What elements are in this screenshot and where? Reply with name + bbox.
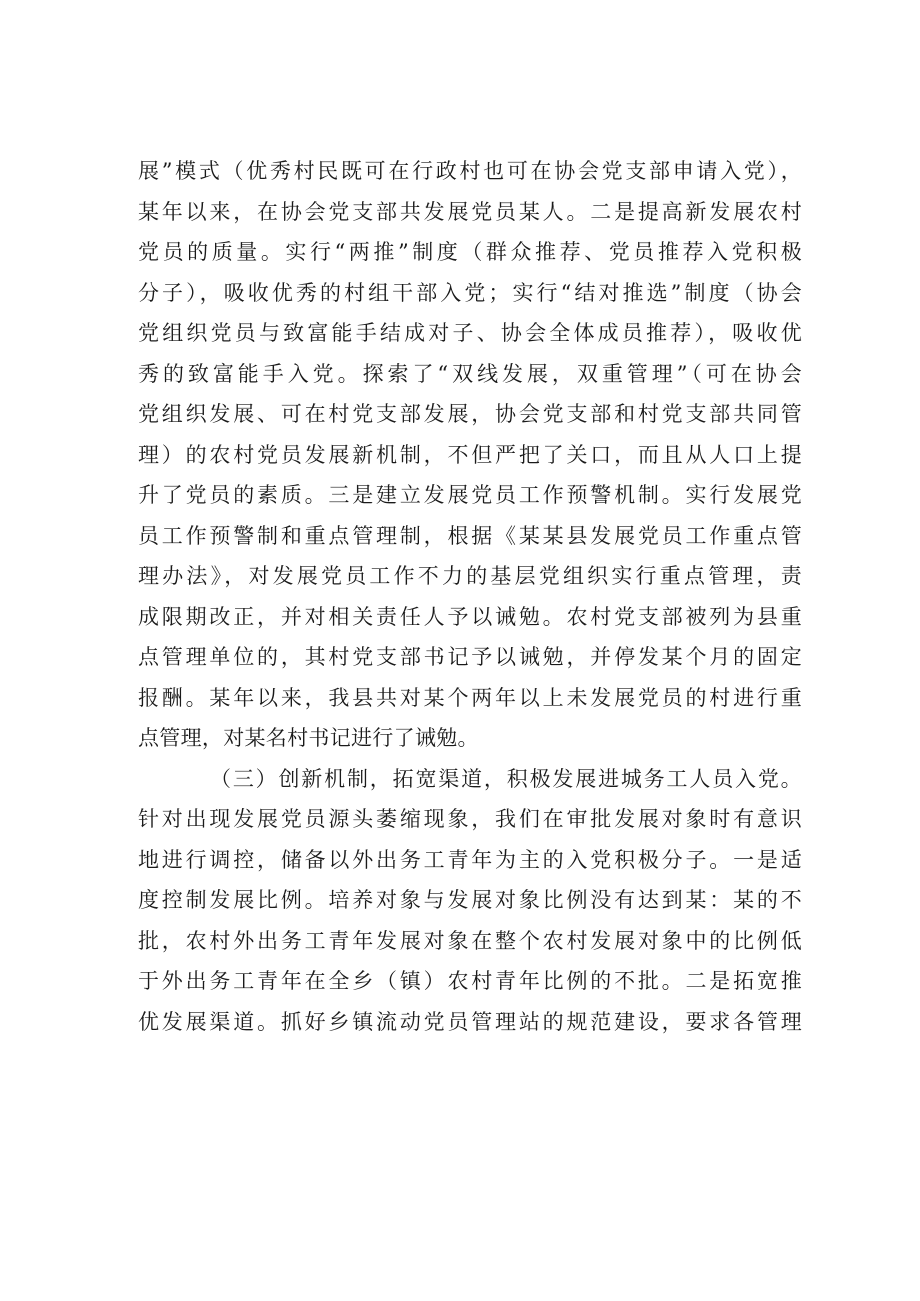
text-line: 展”模式（优秀村民既可在行政村也可在协会党支部申请入党）， — [138, 159, 802, 183]
paragraph-end-line: 点管理，对某名村书记进行了诫勉。 — [138, 726, 479, 750]
text-line: 党组织发展、可在村党支部发展，协会党支部和村党支部共同管 — [138, 402, 802, 426]
text-line: 度控制发展比例。培养对象与发展对象比例没有达到某：某的不 — [138, 888, 802, 912]
text-line: 批，农村外出务工青年发展对象在整个农村发展对象中的比例低 — [138, 928, 802, 953]
text-line: 秀的致富能手入党。探索了“双线发展，双重管理”（可在协会 — [138, 361, 802, 386]
text-line: 理）的农村党员发展新机制，不但严把了关口，而且从人口上提 — [138, 442, 802, 467]
text-line: 优发展渠道。抓好乡镇流动党员管理站的规范建设，要求各管理 — [138, 1009, 802, 1034]
text-line: 员工作预警制和重点管理制，根据《某某县发展党员工作重点管 — [138, 523, 802, 548]
text-line: 针对出现发展党员源头萎缩现象，我们在审批发展对象时有意识 — [138, 807, 802, 831]
section-heading-line: （三）创新机制，拓宽渠道，积极发展进城务工人员入党。 — [210, 766, 802, 791]
text-line: 于外出务工青年在全乡（镇）农村青年比例的不批。二是拓宽推 — [138, 969, 802, 993]
text-line: 地进行调控，储备以外出务工青年为主的入党积极分子。一是适 — [138, 847, 802, 872]
document-body — [138, 151, 802, 1042]
text-line: 党组织党员与致富能手结成对子、协会全体成员推荐），吸收优 — [138, 321, 802, 345]
text-line: 党员的质量。实行“两推”制度（群众推荐、党员推荐入党积极 — [138, 240, 802, 264]
text-line: 成限期改正，并对相关责任人予以诫勉。农村党支部被列为县重 — [138, 604, 802, 629]
text-line: 某年以来，在协会党支部共发展党员某人。二是提高新发展农村 — [138, 199, 802, 224]
text-line: 报酬。某年以来，我县共对某个两年以上未发展党员的村进行重 — [138, 685, 802, 710]
text-line: 点管理单位的，其村党支部书记予以诫勉，并停发某个月的固定 — [138, 645, 802, 669]
text-line: 升了党员的素质。三是建立发展党员工作预警机制。实行发展党 — [138, 483, 802, 507]
text-line: 分子），吸收优秀的村组干部入党；实行“结对推选”制度（协会 — [138, 280, 802, 305]
text-line: 理办法》，对发展党员工作不力的基层党组织实行重点管理，责 — [138, 564, 802, 588]
